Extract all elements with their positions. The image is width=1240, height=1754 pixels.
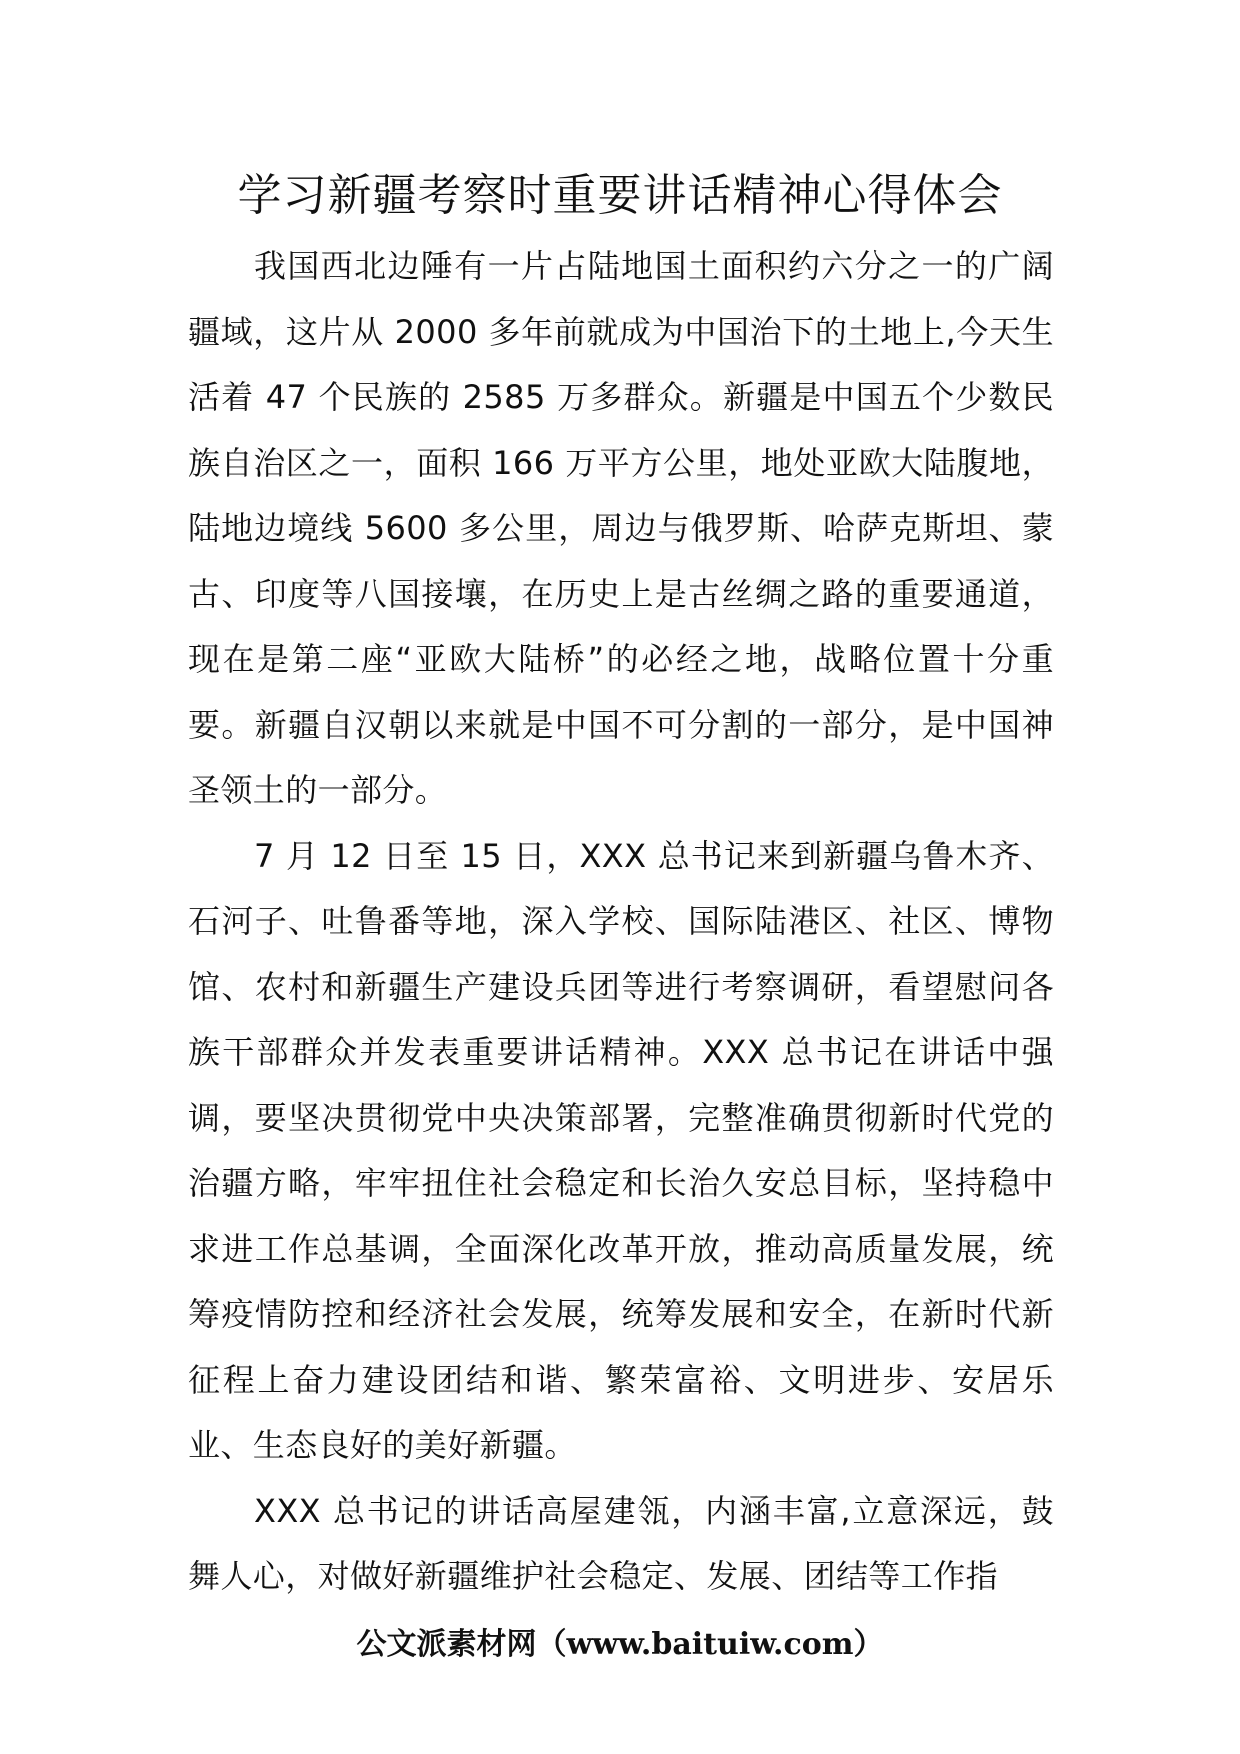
paragraph-1: 我国西北边陲有一片占陆地国土面积约六分之一的广阔疆域，这片从 2000 多年前就成为中国治下的土地上,今天生活着 47 个民族的 2585 万多群众。新疆是中国五个少数民族自治区之一，面积 166 万平方公里，地处亚欧大陆腹地，陆地边境线 5600 多公里，周边与俄罗斯、哈萨克斯坦、蒙古、印度等八国接壤，在历史上是古丝绸之路的重要通道，现在是第二座“亚欧大陆桥”的必经之地，战略位置十分重要。新疆自汉朝以来就是中国不可分割的一部分，是中国神圣领土的一部分。 bbox=[188, 247, 1054, 809]
paragraph-3: XXX 总书记的讲话高屋建瓴，内涵丰富,立意深远，鼓舞人心，对做好新疆维护社会稳定、发展、团结等工作指 bbox=[188, 1491, 1054, 1595]
footer-source-text: 公文派素材网（www.baituiw.com） bbox=[356, 1627, 884, 1662]
document-title: 学习新疆考察时重要讲话精神心得体会 bbox=[237, 170, 1003, 221]
document-body bbox=[188, 234, 1054, 1610]
paragraph-2: 7 月 12 日至 15 日，XXX 总书记来到新疆乌鲁木齐、石河子、吐鲁番等地，深入学校、国际陆港区、社区、博物馆、农村和新疆生产建设兵团等进行考察调研，看望慰问各族干部群众并发表重要讲话精神。XXX 总书记在讲话中强调，要坚决贯彻党中央决策部署，完整准确贯彻新时代党的治疆方略，牢牢扭住社会稳定和长治久安总目标，坚持稳中求进工作总基调，全面深化改革开放，推动高质量发展，统筹疫情防控和经济社会发展，统筹发展和安全，在新时代新征程上奋力建设团结和谐、繁荣富裕、文明进步、安居乐业、生态良好的美好新疆。 bbox=[188, 836, 1054, 1464]
